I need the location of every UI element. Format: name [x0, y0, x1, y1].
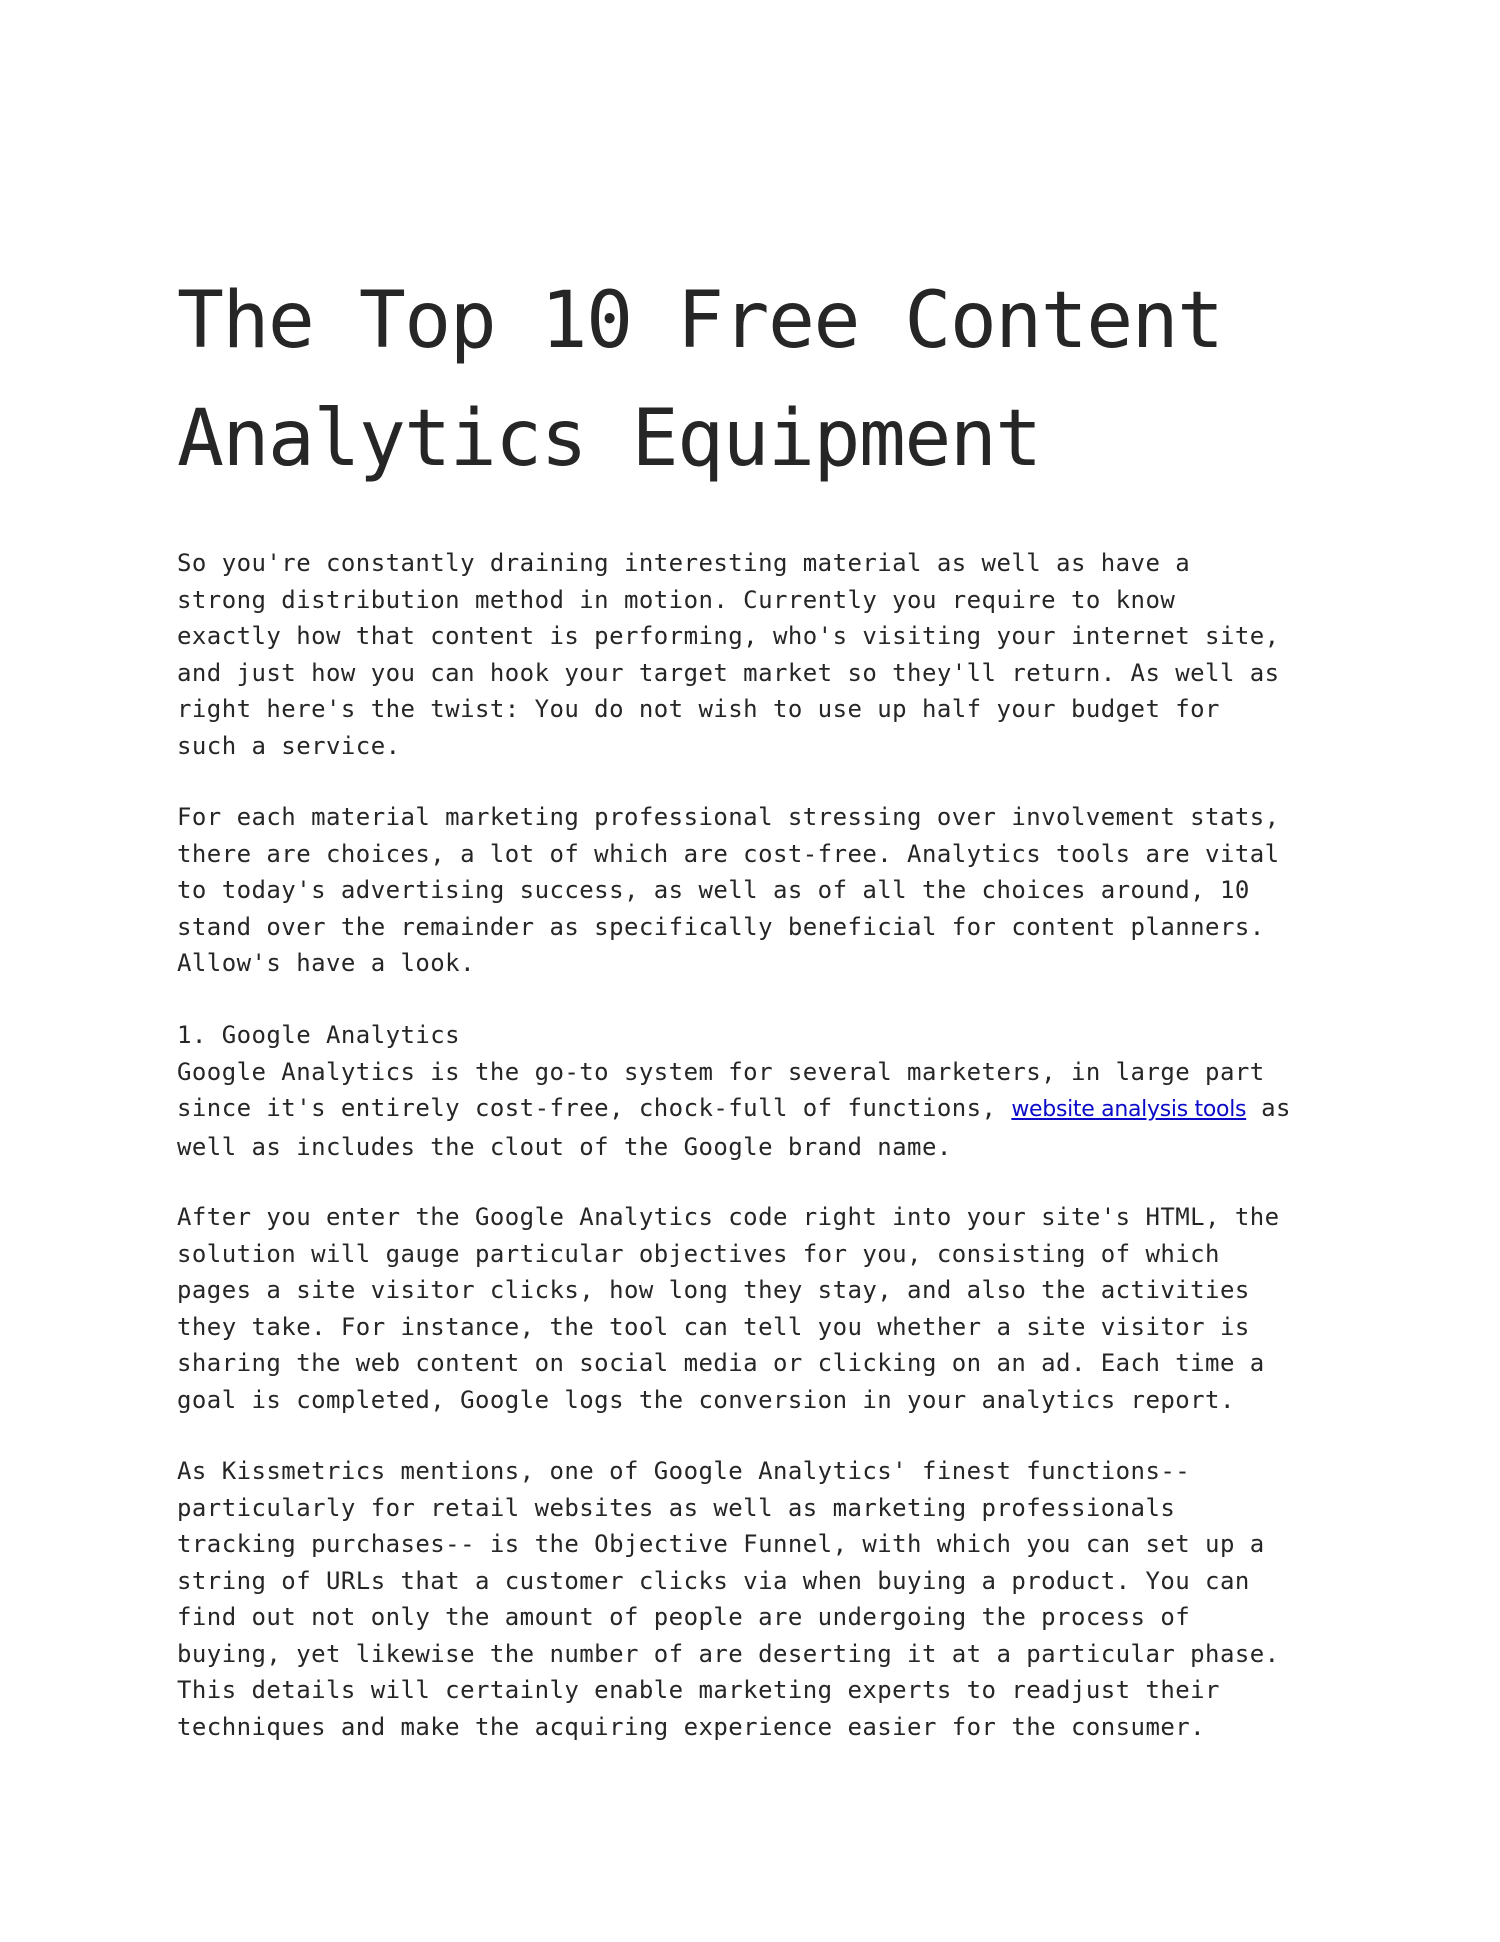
text-line: since it's entirely cost-free, chock-full of functions, [177, 1094, 1012, 1122]
website-analysis-tools-link[interactable]: website analysis tools [1011, 1097, 1247, 1122]
text-line: solution will gauge particular objectives for you, consisting of which [177, 1239, 1220, 1268]
text-line: particularly for retail websites as well as marketing professionals [177, 1493, 1176, 1522]
text-line: This details will certainly enable marketing experts to readjust their [177, 1676, 1220, 1704]
text-line: as [1246, 1094, 1291, 1122]
text-line: sharing the web content on social media or clicking on an ad. Each time a [177, 1349, 1265, 1377]
text-line: Allow's have a look. [177, 949, 475, 977]
text-line: For each material marketing professional stressing over involvement stats, [177, 803, 1280, 831]
text-line: well as includes the clout of the Google brand name. [177, 1132, 952, 1161]
section-heading: 1. Google Analytics [177, 1021, 461, 1049]
document-title [177, 262, 1223, 498]
text-line: exactly how that content is performing, who's visiting your internet site, [177, 622, 1280, 650]
text-line: there are choices, a lot of which are cost-free. Analytics tools are vital [177, 839, 1280, 868]
text-line: right here's the twist: You do not wish to use up half your budget for [177, 695, 1220, 723]
text-line: and just how you can hook your target market so they'll return. As well as [177, 658, 1280, 687]
paragraph-choices [177, 799, 1280, 982]
text-line: As Kissmetrics mentions, one of Google Analytics' finest functions-- [177, 1457, 1191, 1485]
title-line-1: The Top 10 Free Content [177, 276, 1223, 366]
text-line: they take. For instance, the tool can tell you whether a site visitor is [177, 1312, 1250, 1341]
text-line: tracking purchases-- is the Objective Funnel, with which you can set up a [177, 1530, 1265, 1558]
text-line: strong distribution method in motion. Currently you require to know [177, 585, 1176, 614]
paragraph-tracking-code [177, 1199, 1280, 1418]
text-line: such a service. [177, 731, 401, 760]
text-line: pages a site visitor clicks, how long they stay, and also the activities [177, 1276, 1250, 1304]
paragraph-objective-funnel [177, 1453, 1280, 1745]
text-line: After you enter the Google Analytics code right into your site's HTML, the [177, 1203, 1280, 1231]
text-line: Google Analytics is the go-to system for several marketers, in large part [177, 1057, 1265, 1086]
text-line: buying, yet likewise the number of are deserting it at a particular phase. [177, 1639, 1280, 1668]
text-line: goal is completed, Google logs the conversion in your analytics report. [177, 1385, 1235, 1414]
text-line: stand over the remainder as specifically beneficial for content planners. [177, 912, 1265, 941]
section-google-analytics [177, 1017, 1291, 1165]
text-line: So you're constantly draining interesting material as well as have a [177, 549, 1191, 577]
text-line: techniques and make the acquiring experience easier for the consumer. [177, 1712, 1206, 1741]
paragraph-intro [177, 545, 1280, 764]
text-line: string of URLs that a customer clicks via when buying a product. You can [177, 1566, 1250, 1595]
title-line-2: Analytics Equipment [177, 394, 1041, 484]
text-line: find out not only the amount of people are undergoing the process of [177, 1603, 1191, 1631]
text-line: to today's advertising success, as well as of all the choices around, 10 [177, 876, 1250, 904]
